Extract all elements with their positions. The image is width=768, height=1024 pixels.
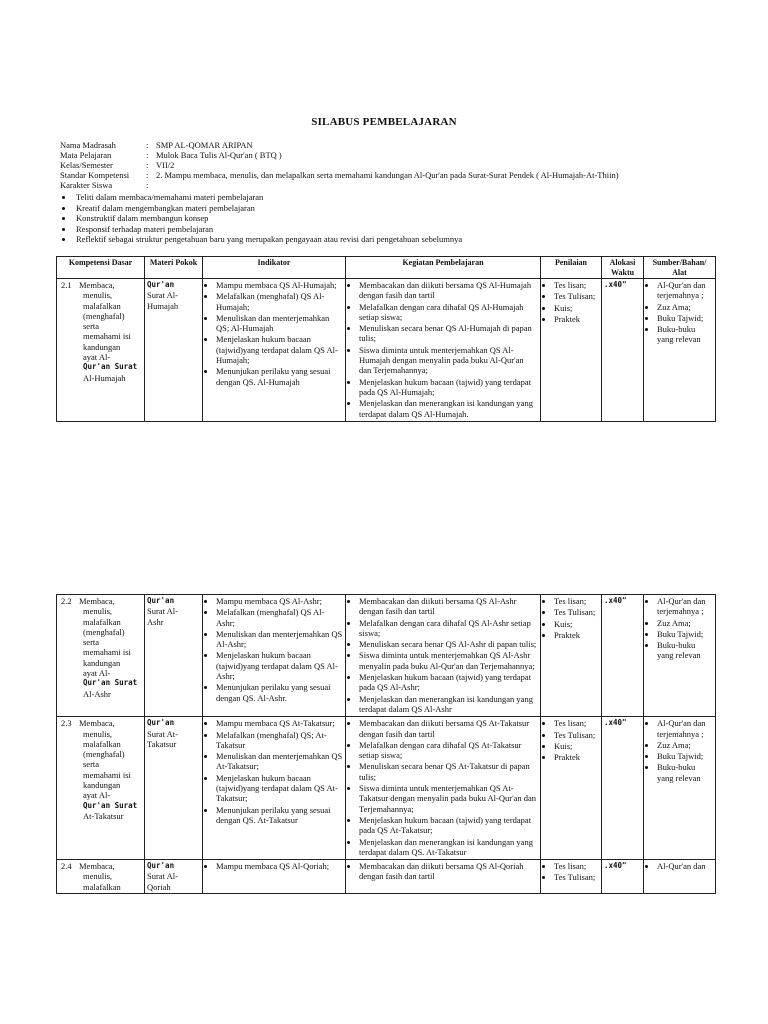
kd-line: serta [83, 759, 100, 770]
alokasi-cell: .x40" [602, 717, 644, 860]
sumber-item: • Buku Tajwid; [657, 313, 713, 323]
info-row: Kelas/Semester : VII/2 [60, 160, 175, 170]
kegiatan-item: • Membacakan dan diikuti bersama QS Al-Qoriah dengan fasih dan tartil [359, 861, 538, 882]
kegiatan-item: • Membacakan dan diikuti bersama QS Al-Ashr dengan fasih dan tartil [359, 596, 538, 617]
sumber-item: • Al-Qur'an dan terjemahnya ; [657, 596, 713, 617]
indikator-item: • Menjelaskan hukum bacaan (tajwid)yang terdapat dalam QS Al-Humajah; [216, 334, 343, 365]
info-label: Karakter Siswa [60, 180, 113, 190]
info-label: Nama Madrasah [60, 140, 116, 150]
kegiatan-item: • Siswa diminta untuk menterjemahkan QS Al-Ashr menyalin pada buku Al-Qur'an dan Terjemahannya; [359, 650, 538, 671]
kd-line: (menghafal) [83, 310, 125, 321]
penilaian-list [543, 718, 599, 762]
kegiatan-item: • Menjelaskan dan menerangkan isi kandungan yang terdapat dalam QS. At-Takatsur [359, 837, 538, 858]
table-header-row [57, 257, 716, 279]
indikator-item: • Melafalkan (menghafal) QS Al-Humajah; [216, 291, 343, 312]
penilaian-list [543, 280, 599, 324]
penilaian-item: • Tes Tulisan; [554, 872, 599, 882]
sumber-item: • Buku Tajwid; [657, 751, 713, 761]
header-indikator: Indikator [203, 257, 346, 279]
header-kegiatan: Kegiatan Pembelajaran [346, 257, 541, 279]
indikator-item: • Melafalkan (menghafal) QS; At-Takatsur [216, 730, 343, 751]
materi-cell [145, 279, 203, 422]
kd-line: ayat Al- [83, 668, 111, 679]
kd-number: 2.2 [61, 596, 72, 606]
kd-number: 2.4 [61, 861, 72, 872]
materi-cell [145, 717, 203, 860]
kd-line: menulis, [83, 728, 113, 739]
character-traits-list [62, 192, 462, 245]
header-sumber: Sumber/Bahan/ Alat [644, 257, 716, 279]
penilaian-list [543, 596, 599, 640]
indikator-list [205, 596, 343, 703]
materi-line: Ashr [147, 616, 164, 627]
indikator-item: • Menuliskan dan menterjemahkan QS At-Takatsur; [216, 751, 343, 772]
kegiatan-list [348, 861, 538, 882]
sumber-item: • Al-Qur'an dan [657, 861, 713, 871]
info-value: SMP AL-QOMAR ARIPAN [156, 140, 253, 150]
indikator-list [205, 718, 343, 825]
kd-line: malafalkan [83, 738, 121, 749]
info-row: Nama Madrasah : SMP AL-QOMAR ARIPAN [60, 140, 253, 150]
kegiatan-item: • Menuliskan secara benar QS At-Takatsur di papan tulis; [359, 761, 538, 782]
kegiatan-item: • Menjelaskan hukum bacaan (tajwid) yang terdapat pada QS At-Takatsur; [359, 815, 538, 836]
trait-item: • Teliti dalam membaca/memahami materi pembelajaran [74, 192, 462, 203]
materi-line: Qur'an [147, 596, 175, 605]
indikator-item: • Menunjukan perilaku yang sesuai dengan QS. Al-Humajah [216, 366, 343, 387]
materi-line: Surat Al- [147, 871, 178, 882]
info-label: Kelas/Semester [60, 160, 113, 170]
kd-line: Membaca, [79, 718, 115, 729]
kd-line: At-Takatsur [83, 810, 124, 821]
info-value: 2. Mampu membaca, menulis, dan melapalkan serta memahami kandungan Al-Qur'an pada Surat-Surat Pendek ( Al-Humajah-At-Thiin) [156, 170, 619, 180]
trait-item: • Konstruktif dalam membangun konsep [74, 213, 462, 224]
info-label: Standar Kompetensi [60, 170, 130, 180]
kd-line: menulis, [83, 606, 113, 617]
indikator-item: • Mampu membaca QS Al-Humajah; [216, 280, 343, 290]
penilaian-cell [541, 595, 602, 717]
kd-line: Qur'an Surat [83, 800, 138, 810]
kompetensi-cell [57, 717, 145, 860]
penilaian-item: • Kuis; [554, 619, 599, 629]
indikator-cell [203, 595, 346, 717]
indikator-item: • Mampu membaca QS Al-Ashr; [216, 596, 343, 606]
sumber-item: • Zuz Ama; [657, 302, 713, 312]
kd-line: malafalkan [83, 300, 121, 311]
indikator-cell [203, 279, 346, 422]
sumber-list [646, 718, 713, 783]
penilaian-item: • Tes lisan; [554, 861, 599, 871]
info-value: Mulok Baca Tulis Al-Qur'an ( BTQ ) [156, 150, 282, 160]
syllabus-table-page1-continued [56, 594, 716, 894]
indikator-item: • Mampu membaca QS At-Takatsur; [216, 718, 343, 728]
kd-line: Qur'an Surat [83, 678, 138, 688]
sumber-cell [644, 717, 716, 860]
penilaian-item: • Tes lisan; [554, 280, 599, 290]
kompetensi-cell [57, 860, 145, 894]
info-row: Mata Pelajaran : Mulok Baca Tulis Al-Qur'an ( BTQ ) [60, 150, 282, 160]
kd-number: 2.1 [61, 280, 72, 290]
alokasi-cell: .x40" [602, 860, 644, 894]
kegiatan-item: • Membacakan dan diikuti bersama QS At-Takatsur dengan fasih dan tartil [359, 718, 538, 739]
alokasi-cell: .x40" [602, 595, 644, 717]
kd-line: Membaca, [79, 596, 115, 606]
sumber-item: • Buku-buku yang relevan [657, 324, 713, 345]
penilaian-cell [541, 860, 602, 894]
kegiatan-item: • Melafalkan dengan cara dihafal QS Al-Ashr setiap siswa; [359, 618, 538, 639]
info-value: VII/2 [156, 160, 175, 170]
kegiatan-item: • Menuliskan secara benar QS Al-Humajah di papan tulis; [359, 323, 538, 344]
kd-line: Al-Ashr [83, 688, 111, 699]
materi-line: Qoriah [147, 881, 171, 892]
kegiatan-cell [346, 717, 541, 860]
penilaian-cell [541, 717, 602, 860]
penilaian-cell [541, 279, 602, 422]
sumber-item: • Buku Tajwid; [657, 629, 713, 639]
penilaian-item: • Praktek [554, 314, 599, 324]
kegiatan-cell [346, 279, 541, 422]
alokasi-cell: .x40" [602, 279, 644, 422]
kd-line: ayat Al- [83, 352, 111, 363]
table-row [57, 279, 716, 422]
materi-cell [145, 595, 203, 717]
kd-line: Al-Humajah [83, 372, 126, 383]
kd-line: menulis, [83, 871, 113, 882]
indikator-item: • Mampu membaca QS Al-Qoriah; [216, 861, 343, 871]
kd-line: memahami isi [83, 769, 131, 780]
kd-line: (menghafal) [83, 626, 125, 637]
indikator-item: • Menjelaskan hukum bacaan (tajwid)yang terdapat dalam QS Al-Ashr; [216, 650, 343, 681]
indikator-list [205, 280, 343, 387]
sumber-cell [644, 279, 716, 422]
kd-line: memahami isi [83, 647, 131, 658]
sumber-cell [644, 595, 716, 717]
kegiatan-item: • Siswa diminta untuk menterjemahkan QS At-Takatsur dengan menyalin pada buku Al-Qur'an dan Terjemahannya; [359, 783, 538, 814]
sumber-item: • Al-Qur'an dan terjemahnya ; [657, 718, 713, 739]
trait-item: • Reflektif sebagai struktur pengetahuan baru yang merupakan pengayaan atau revisi dari pengetahuan sebelumnya [74, 234, 462, 245]
kd-line: Qur'an Surat [83, 362, 138, 372]
kd-line: (menghafal) [83, 749, 125, 760]
kompetensi-cell [57, 595, 145, 717]
kegiatan-item: • Melafalkan dengan cara dihafal QS At-Takatsur setiap siswa; [359, 740, 538, 761]
table-row [57, 717, 716, 860]
sumber-list [646, 596, 713, 661]
indikator-item: • Menuliskan dan menterjemahkan QS; Al-Humajah [216, 313, 343, 334]
kd-line: serta [83, 637, 100, 648]
indikator-item: • Menuliskan dan menterjemahkan QS Al-Ashr; [216, 629, 343, 650]
materi-line: Qur'an [147, 861, 175, 871]
penilaian-item: • Tes Tulisan; [554, 730, 599, 740]
kegiatan-item: • Menjelaskan hukum bacaan (tajwid) yang terdapat pada QS Al-Ashr; [359, 672, 538, 693]
kegiatan-list [348, 596, 538, 714]
info-label: Mata Pelajaran [60, 150, 112, 160]
info-block [60, 140, 619, 190]
materi-line: Qur'an [147, 280, 175, 289]
indikator-item: • Menunjukan perilaku yang sesuai dengan QS. Al-Ashr. [216, 682, 343, 703]
kompetensi-cell [57, 279, 145, 422]
kegiatan-list [348, 280, 538, 419]
indikator-item: • Melafalkan (menghafal) QS Al-Ashr; [216, 607, 343, 628]
header-materi: Materi Pokok [145, 257, 203, 279]
sumber-item: • Buku-buku yang relevan [657, 640, 713, 661]
materi-line: Qur'an [147, 718, 175, 728]
penilaian-item: • Tes lisan; [554, 718, 599, 728]
kegiatan-item: • Menuliskan secara benar QS Al-Ashr di papan tulis; [359, 639, 538, 649]
materi-line: Surat At- [147, 728, 178, 739]
kd-line: ayat Al- [83, 790, 111, 801]
kegiatan-cell [346, 860, 541, 894]
kd-line: kandungan [83, 341, 121, 352]
info-row: Standar Kompetensi : 2. Mampu membaca, menulis, dan melapalkan serta memahami kandungan Al-Qur'an pada Surat-Surat Pendek ( Al-Humajah-At-Thiin) [60, 170, 619, 180]
kd-line: memahami isi [83, 331, 131, 342]
sumber-item: • Zuz Ama; [657, 740, 713, 750]
penilaian-list [543, 861, 599, 883]
penilaian-item: • Kuis; [554, 741, 599, 751]
sumber-list [646, 861, 713, 871]
penilaian-item: • Tes lisan; [554, 596, 599, 606]
sumber-item: • Zuz Ama; [657, 618, 713, 628]
sumber-item: • Al-Qur'an dan terjemahnya ; [657, 280, 713, 301]
kegiatan-item: • Membacakan dan diikuti bersama QS Al-Humajah dengan fasih dan tartil [359, 280, 538, 301]
table-row [57, 860, 716, 894]
kegiatan-item: • Melafalkan dengan cara dihafal QS Al-Humajah setiap siswa; [359, 302, 538, 323]
kegiatan-list [348, 718, 538, 857]
sumber-cell [644, 860, 716, 894]
penilaian-item: • Tes Tulisan; [554, 607, 599, 617]
trait-item: • Kreatif dalam mengembangkan materi pembelajaran [74, 203, 462, 214]
header-alokasi: Alokasi Waktu [602, 257, 644, 279]
header-penilaian: Penilaian [541, 257, 602, 279]
info-row: Karakter Siswa : [60, 180, 149, 190]
kegiatan-item: • Siswa diminta untuk menterjemahkan QS Al-Humajah dengan menyalin pada buku Al-Qur'an dan Terjemahannya; [359, 345, 538, 376]
kd-line: menulis, [83, 290, 113, 301]
materi-line: Humajah [147, 300, 179, 311]
kegiatan-cell [346, 595, 541, 717]
materi-line: Takatsur [147, 738, 177, 749]
penilaian-item: • Praktek [554, 752, 599, 762]
kegiatan-item: • Menjelaskan dan menerangkan isi kandungan yang terdapat dalam QS Al-Ashr [359, 694, 538, 715]
indikator-item: • Menunjukan perilaku yang sesuai dengan QS. At-Takatsur [216, 805, 343, 826]
penilaian-item: • Praktek [554, 630, 599, 640]
kd-line: Membaca, [79, 280, 115, 290]
indikator-cell [203, 860, 346, 894]
penilaian-item: • Kuis; [554, 303, 599, 313]
materi-cell [145, 860, 203, 894]
indikator-item: • Menjelaskan hukum bacaan (tajwid)yang terdapat dalam QS At-Takatsur; [216, 773, 343, 804]
kd-line: malafalkan [83, 616, 121, 627]
header-kompetensi: Kompetensi Dasar [57, 257, 145, 279]
syllabus-table-page1 [56, 256, 716, 422]
kd-line: Membaca, [79, 861, 115, 872]
kd-line: kandungan [83, 657, 121, 668]
materi-line: Surat Al- [147, 290, 178, 301]
table-row [57, 595, 716, 717]
kegiatan-item: • Menjelaskan hukum bacaan (tajwid) yang terdapat pada QS Al-Humajah; [359, 377, 538, 398]
kd-line: serta [83, 321, 100, 332]
indikator-list [205, 861, 343, 871]
sumber-list [646, 280, 713, 345]
kd-line: malafalkan [83, 881, 121, 892]
penilaian-item: • Tes Tulisan; [554, 291, 599, 301]
indikator-cell [203, 717, 346, 860]
document-title: SILABUS PEMBELAJARAN [311, 116, 457, 128]
sumber-item: • Buku-buku yang relevan [657, 762, 713, 783]
materi-line: Surat Al- [147, 606, 178, 617]
trait-item: • Responsif terhadap materi pembelajaran [74, 224, 462, 235]
kd-line: kandungan [83, 780, 121, 791]
kd-number: 2.3 [61, 718, 72, 729]
kegiatan-item: • Menjelaskan dan menerangkan isi kandungan yang terdapat dalam QS Al-Humajah. [359, 398, 538, 419]
